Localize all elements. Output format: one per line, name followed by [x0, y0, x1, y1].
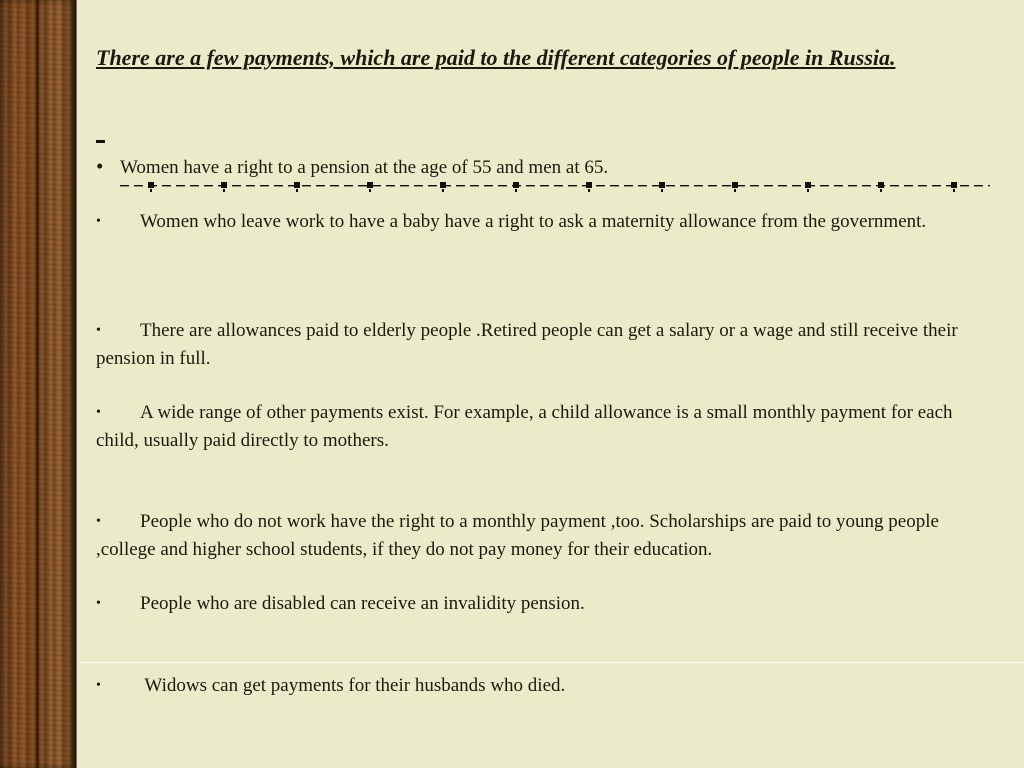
divider-dash — [918, 185, 927, 186]
divider-dash — [386, 185, 395, 186]
divider-dash — [610, 185, 619, 186]
divider-dash — [932, 185, 941, 186]
divider-tick — [223, 189, 225, 192]
divider-dash — [764, 185, 773, 186]
divider-dash — [834, 185, 843, 186]
list-item-text: Widows can get payments for their husbands who died. — [140, 675, 566, 696]
divider-dash — [358, 185, 367, 186]
divider-dash — [890, 185, 899, 186]
list-item-text: There are allowances paid to elderly people .Retired people can get a salary or a wage and still receive their pension in full. — [96, 320, 958, 369]
divider-dash — [638, 185, 647, 186]
list-item-widows — [96, 672, 976, 700]
divider-square — [586, 182, 592, 188]
divider-square — [951, 182, 957, 188]
divider-dash — [848, 185, 857, 186]
divider-square — [294, 182, 300, 188]
list-item-maternity — [96, 208, 976, 236]
divider-square — [221, 182, 227, 188]
divider-line — [80, 662, 1024, 663]
divider-dash — [456, 185, 465, 186]
divider-dash — [204, 185, 213, 186]
divider-tick — [880, 189, 882, 192]
decorative-wood-strip — [0, 0, 76, 768]
bullet-icon: • — [96, 596, 101, 611]
list-item-text: A wide range of other payments exist. For example, a child allowance is a small monthly payment for each child, usually paid directly to mothers. — [96, 402, 953, 451]
divider-dash — [302, 185, 311, 186]
divider-dash — [190, 185, 199, 186]
divider-tick — [734, 189, 736, 192]
divider-dash — [526, 185, 535, 186]
divider-dash — [330, 185, 339, 186]
divider-dash — [260, 185, 269, 186]
divider-dash — [372, 185, 381, 186]
divider-dash — [134, 185, 143, 186]
divider-marks — [120, 182, 990, 192]
divider-tick — [369, 189, 371, 192]
bullet-icon: • — [96, 514, 101, 529]
divider-tick — [807, 189, 809, 192]
list-item-elderly — [96, 317, 976, 373]
dashed-divider — [120, 180, 990, 192]
divider-dash — [722, 185, 731, 186]
divider-dash — [778, 185, 787, 186]
divider-dash — [120, 185, 129, 186]
divider-dash — [274, 185, 283, 186]
divider-dash — [484, 185, 493, 186]
divider-square — [805, 182, 811, 188]
divider-tick — [953, 189, 955, 192]
divider-dash — [554, 185, 563, 186]
divider-dash — [414, 185, 423, 186]
divider-dash — [232, 185, 241, 186]
divider-square — [878, 182, 884, 188]
divider-dash — [750, 185, 759, 186]
divider-square — [367, 182, 373, 188]
divider-dash — [960, 185, 969, 186]
divider-square — [732, 182, 738, 188]
divider-dash — [344, 185, 353, 186]
divider-dash — [162, 185, 171, 186]
divider-dash — [624, 185, 633, 186]
bullet-icon: • — [96, 154, 104, 178]
divider-dash — [988, 185, 990, 186]
dash-mark — [96, 140, 105, 143]
divider-square — [513, 182, 519, 188]
divider-tick — [150, 189, 152, 192]
divider-dash — [498, 185, 507, 186]
list-item-child-allowance — [96, 399, 976, 455]
divider-dash — [862, 185, 871, 186]
list-item-pension-age — [96, 154, 608, 180]
list-item-text: People who are disabled can receive an invalidity pension. — [140, 593, 585, 614]
list-item-unemployed — [96, 508, 976, 564]
divider-dash — [708, 185, 717, 186]
bullet-icon: • — [96, 405, 101, 420]
divider-dash — [176, 185, 185, 186]
divider-tick — [515, 189, 517, 192]
slide-title: There are a few payments, which are paid to the different categories of people in Russia. — [96, 45, 896, 70]
bullet-icon: • — [96, 323, 101, 338]
divider-dash — [428, 185, 437, 186]
divider-dash — [680, 185, 689, 186]
divider-dash — [820, 185, 829, 186]
list-item-disabled — [96, 590, 976, 618]
slide-content — [96, 42, 986, 73]
divider-dash — [596, 185, 605, 186]
divider-dash — [246, 185, 255, 186]
divider-dash — [540, 185, 549, 186]
divider-dash — [400, 185, 409, 186]
list-item-text: Women who leave work to have a baby have a right to ask a maternity allowance from the government. — [140, 211, 927, 232]
divider-dash — [904, 185, 913, 186]
bullet-icon: • — [96, 678, 101, 693]
divider-dash — [974, 185, 983, 186]
divider-dash — [694, 185, 703, 186]
divider-dash — [666, 185, 675, 186]
divider-dash — [792, 185, 801, 186]
divider-tick — [442, 189, 444, 192]
divider-dash — [568, 185, 577, 186]
divider-square — [440, 182, 446, 188]
bullet-icon: • — [96, 214, 101, 229]
divider-tick — [661, 189, 663, 192]
divider-tick — [588, 189, 590, 192]
divider-dash — [316, 185, 325, 186]
list-item-text: People who do not work have the right to a monthly payment ,too. Scholarships are paid to young people ,college and higher school students, if they do not pay money for their education. — [96, 511, 939, 560]
divider-square — [148, 182, 154, 188]
divider-tick — [296, 189, 298, 192]
list-item-text: Women have a right to a pension at the age of 55 and men at 65. — [120, 157, 609, 178]
divider-square — [659, 182, 665, 188]
divider-dash — [470, 185, 479, 186]
